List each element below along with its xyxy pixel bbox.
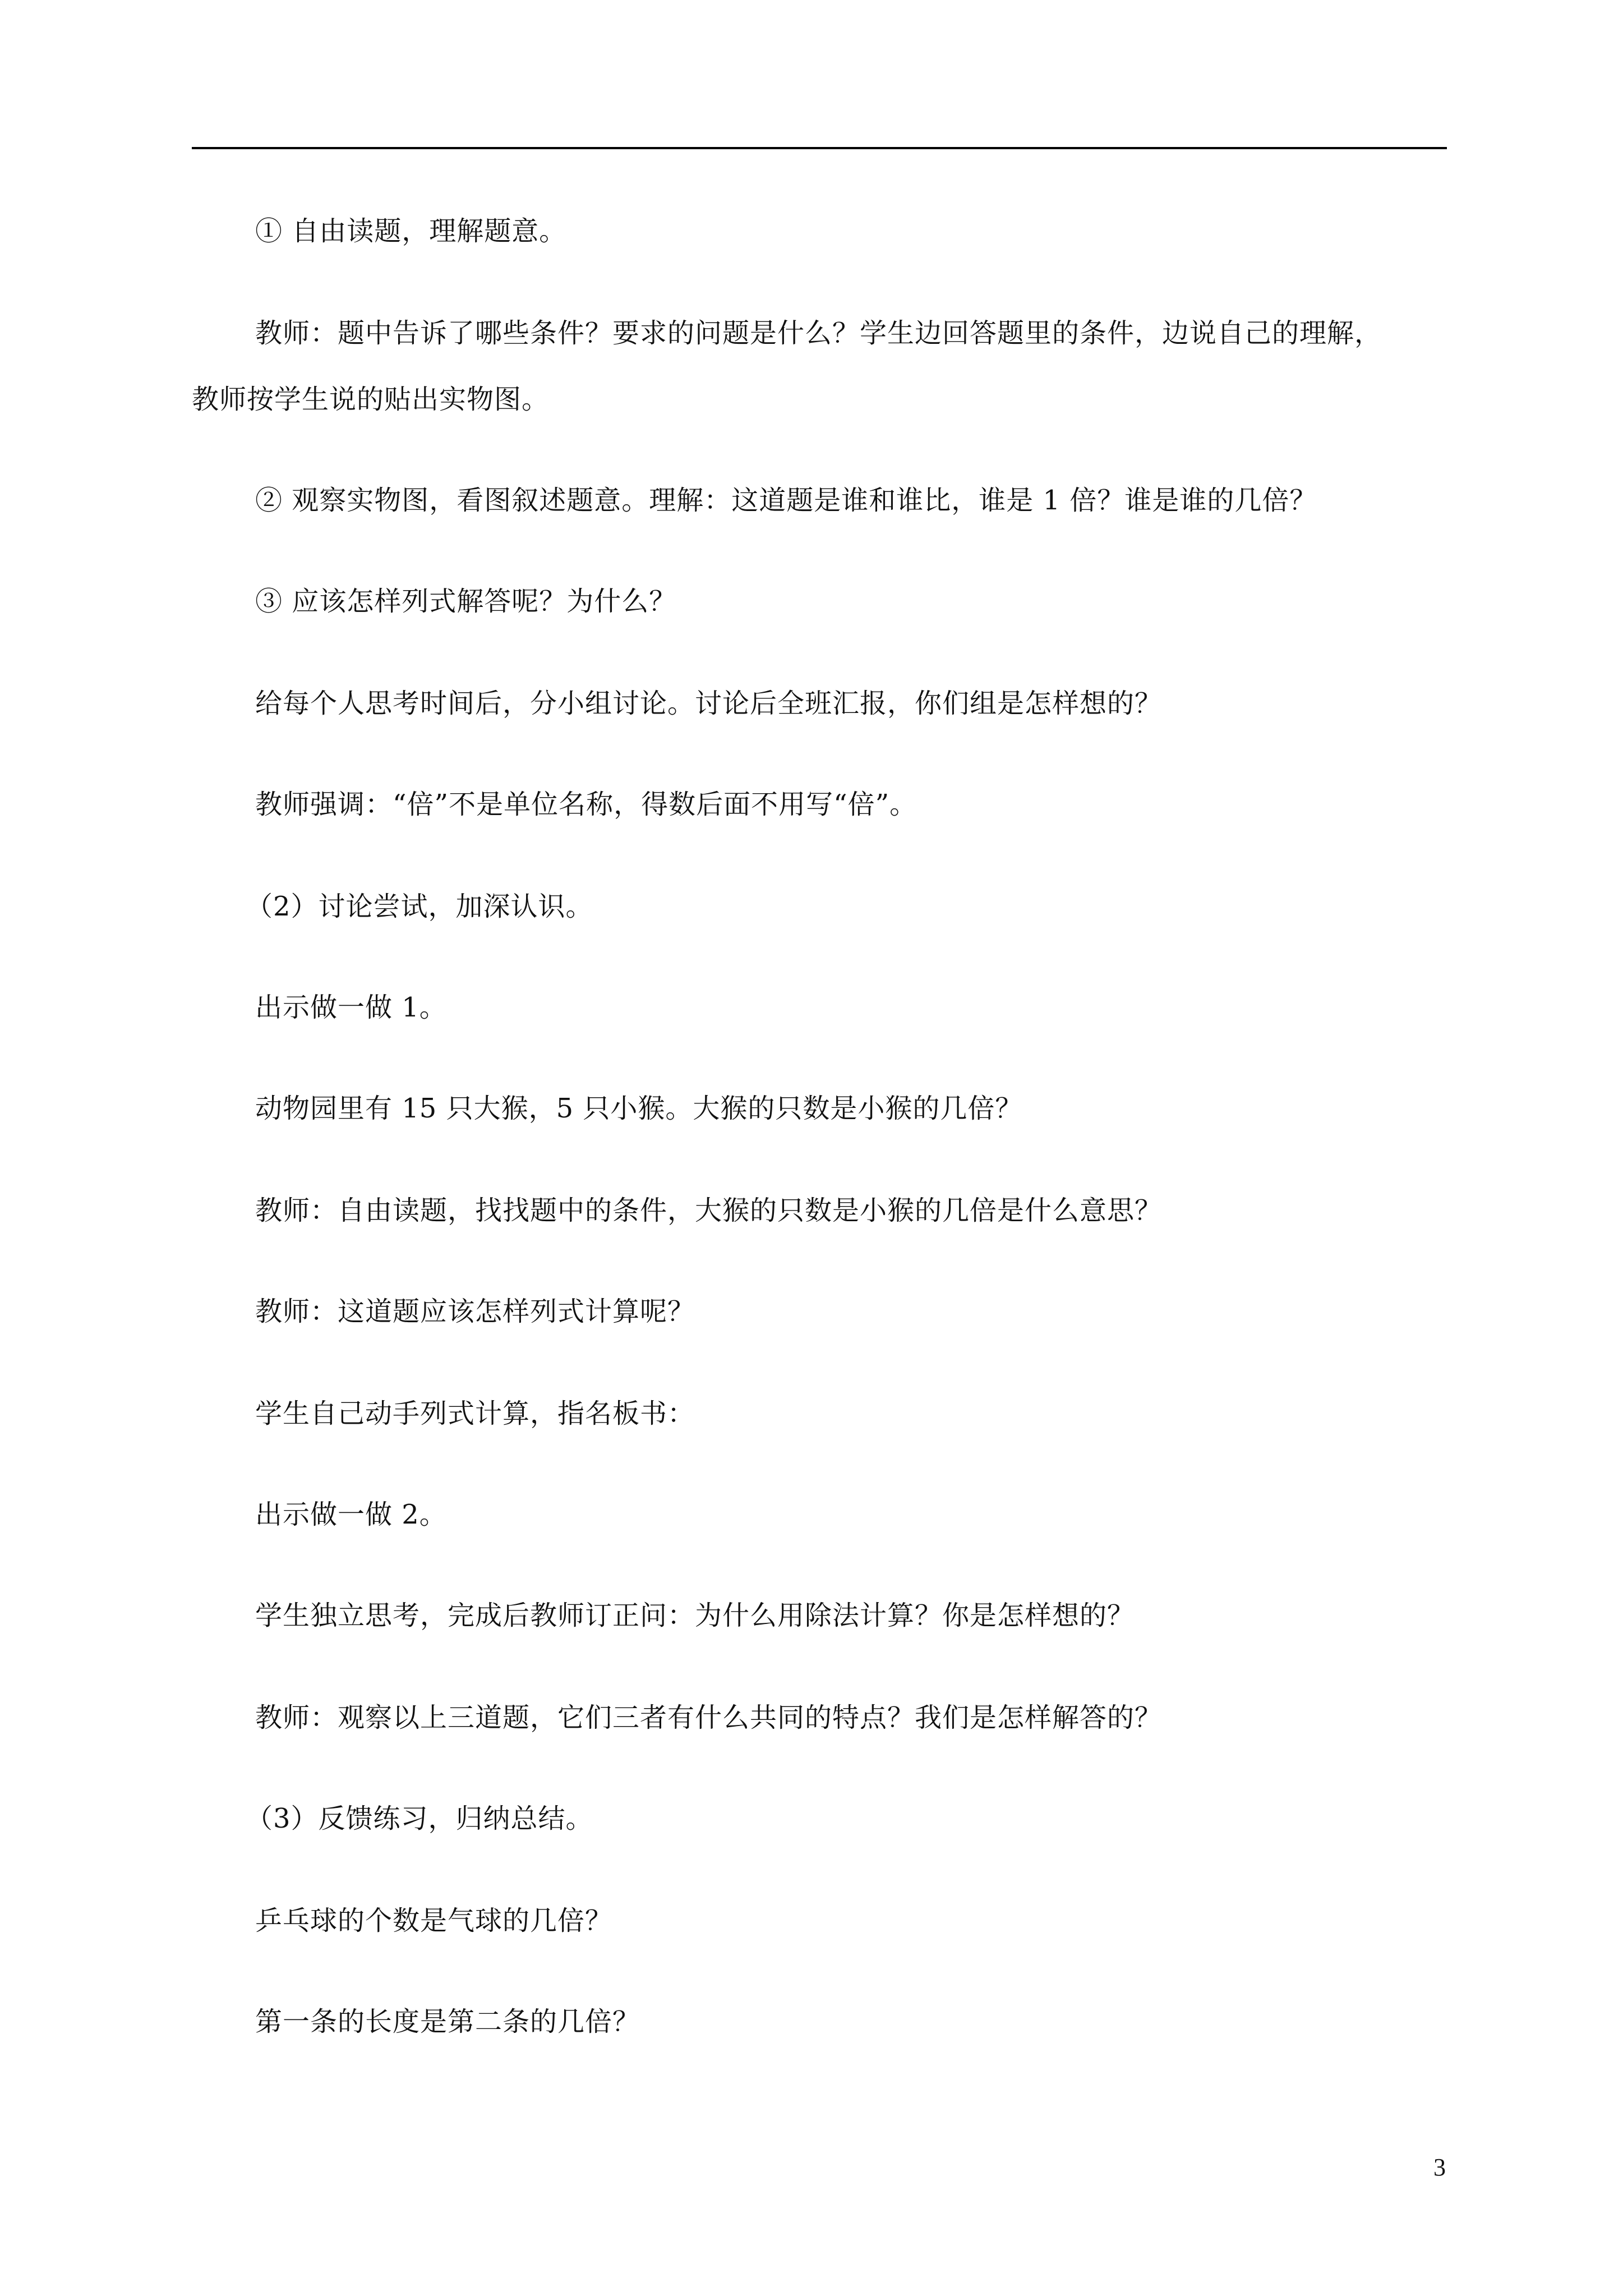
paragraph-18: 第一条的长度是第二条的几倍？	[255, 2006, 640, 2037]
header-rule	[192, 147, 1447, 149]
paragraph-12: 学生自己动手列式计算，指名板书：	[255, 1398, 695, 1429]
paragraph-5: 给每个人思考时间后，分小组讨论。讨论后全班汇报，你们组是怎样想的？	[255, 688, 1163, 719]
paragraph-10: 教师：自由读题，找找题中的条件，大猴的只数是小猴的几倍是什么意思？	[255, 1195, 1163, 1226]
paragraph-13: 出示做一做 2。	[255, 1499, 447, 1530]
paragraph-17: 乒乓球的个数是气球的几倍？	[255, 1905, 613, 1936]
paragraph-2-continuation: 教师按学生说的贴出实物图。	[192, 384, 550, 415]
paragraph-8: 出示做一做 1。	[255, 992, 447, 1023]
paragraph-15: 教师：观察以上三道题，它们三者有什么共同的特点？我们是怎样解答的？	[255, 1702, 1163, 1733]
paragraph-11: 教师：这道题应该怎样列式计算呢？	[255, 1296, 695, 1327]
page-number: 3	[1433, 2154, 1446, 2181]
paragraph-16: （3）反馈练习，归纳总结。	[246, 1803, 593, 1834]
paragraph-2: 教师：题中告诉了哪些条件？要求的问题是什么？学生边回答题里的条件，边说自己的理解，	[255, 318, 1382, 349]
paragraph-6: 教师强调：“倍”不是单位名称，得数后面不用写“倍”。	[255, 789, 917, 820]
paragraph-4: ③ 应该怎样列式解答呢？为什么？	[255, 586, 677, 617]
paragraph-3: ② 观察实物图，看图叙述题意。理解：这道题是谁和谁比，谁是 1 倍？谁是谁的几倍？	[255, 485, 1317, 516]
paragraph-9: 动物园里有 15 只大猴，5 只小猴。大猴的只数是小猴的几倍？	[255, 1093, 1023, 1124]
paragraph-7: （2）讨论尝试，加深认识。	[246, 891, 593, 922]
paragraph-14: 学生独立思考，完成后教师订正问：为什么用除法计算？你是怎样想的？	[255, 1600, 1135, 1631]
paragraph-1: ① 自由读题，理解题意。	[255, 215, 567, 247]
